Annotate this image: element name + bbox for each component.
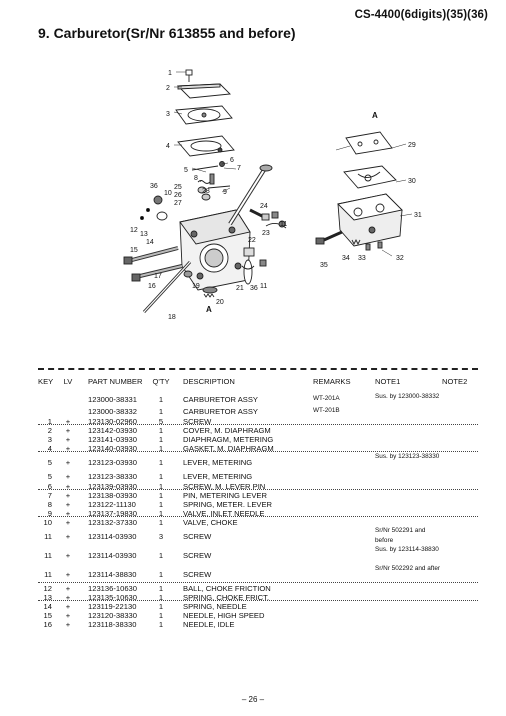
row-part-number: 123139-03930: [88, 481, 137, 491]
row-key: 9: [47, 508, 52, 518]
row-remarks: WT-201B: [313, 407, 340, 414]
row-quantity: 1: [158, 490, 164, 500]
row-level: +: [65, 610, 71, 620]
table-row: [38, 392, 478, 406]
col-note1-header: NOTE1: [375, 377, 401, 386]
row-note1: Sr/Nr 502291 and before: [375, 527, 426, 544]
row-quantity: 1: [158, 619, 164, 629]
row-key: 11: [44, 569, 52, 579]
row-description: VALVE, CHOKE: [183, 517, 238, 527]
row-quantity: 1: [158, 499, 164, 509]
row-key: 5: [47, 472, 52, 481]
row-quantity: 1: [158, 407, 164, 416]
callout-4: 4: [166, 143, 170, 150]
callout-21: 21: [236, 285, 244, 292]
page-number: – 26 –: [241, 695, 265, 704]
table-row: [38, 471, 478, 481]
callout-11b: 11: [280, 221, 288, 228]
callout-29: 29: [408, 142, 416, 149]
row-level: +: [65, 550, 71, 560]
callout-5: 5: [184, 167, 188, 174]
row-note1: Sr/Nr 502292 and after: [375, 565, 441, 572]
row-description: VALVE, INLET NEEDLE: [183, 508, 265, 518]
table-row: [38, 583, 478, 592]
row-part-number: 123122-11130: [88, 499, 136, 509]
row-description: GASKET, M. DIAPHRAGM: [183, 443, 274, 453]
row-remarks: WT-201A: [313, 395, 340, 402]
row-key: 3: [47, 434, 52, 444]
row-key: 4: [47, 443, 52, 453]
row-description: CARBURETOR ASSY: [183, 407, 258, 416]
row-quantity: 3: [158, 531, 164, 541]
col-description-header: DESCRIPTION: [183, 377, 235, 386]
row-part-number: 123000-38331: [88, 395, 137, 404]
row-key: 8: [47, 499, 52, 509]
model-code: CS-4400(6digits)(35)(36): [354, 9, 488, 21]
table-body: [38, 392, 478, 628]
row-level: +: [65, 416, 71, 426]
table-row: [38, 592, 478, 601]
row-key: 2: [47, 425, 52, 435]
row-note1: Sus. by 123114-38830: [375, 546, 439, 553]
row-level: +: [65, 457, 71, 467]
table-row: [38, 406, 478, 416]
row-part-number: 123140-03930: [88, 443, 137, 453]
diaphragm-cover-part-2: [178, 84, 230, 98]
callout-34: 34: [342, 255, 350, 262]
callout-27: 27: [174, 200, 182, 207]
row-quantity: 1: [158, 508, 164, 518]
table-row: [38, 481, 478, 490]
callout-14: 14: [146, 239, 154, 246]
carburetor-exploded-diagram: [110, 62, 440, 324]
row-description: DIAPHRAGM, METERING: [183, 434, 274, 444]
row-quantity: 1: [158, 472, 164, 481]
row-part-number: 123119-22130: [88, 601, 137, 611]
callout-7: 7: [237, 165, 241, 172]
gasket-part-29: [346, 132, 392, 154]
callout-a-left: A: [206, 305, 212, 314]
filter-part-19: [184, 271, 192, 277]
row-level: +: [65, 517, 71, 527]
row-key: 13: [43, 592, 52, 602]
row-quantity: 1: [158, 481, 164, 491]
table-row: [38, 490, 478, 499]
row-description: PIN, METERING LEVER: [183, 490, 267, 500]
row-description: SCREW: [183, 416, 212, 426]
row-level: +: [65, 434, 71, 444]
needle-part-35: [316, 232, 342, 244]
callout-15: 15: [130, 247, 138, 254]
table-row: [38, 610, 478, 619]
row-part-number: 123135-10630: [88, 592, 137, 602]
row-quantity: 1: [158, 583, 164, 593]
callout-25: 25: [174, 184, 182, 191]
table-header-row: [38, 374, 478, 392]
row-key: 6: [47, 481, 52, 491]
col-qty-header: Q'TY: [152, 377, 170, 386]
row-description: COVER, M. DIAPHRAGM: [183, 425, 271, 435]
callout-30: 30: [408, 178, 416, 185]
row-key: 11: [44, 550, 52, 560]
callout-3: 3: [166, 111, 170, 118]
col-lv-header: LV: [63, 377, 73, 386]
row-key: 15: [43, 610, 52, 620]
callout-8: 8: [194, 175, 198, 182]
callout-18: 18: [168, 314, 176, 321]
table-row: [38, 517, 478, 526]
row-quantity: 1: [158, 550, 164, 560]
section-title: 9. Carburetor(Sr/Nr 613855 and before): [38, 25, 296, 41]
callout-a-right: A: [372, 111, 378, 120]
table-row: [38, 545, 478, 564]
row-description: CARBURETOR ASSY: [183, 395, 258, 404]
row-level: +: [65, 592, 71, 602]
row-key: 11: [44, 531, 52, 541]
row-quantity: 1: [158, 592, 164, 602]
row-key: 16: [43, 619, 52, 629]
row-note1: Sus. by 123000-38332: [375, 393, 440, 400]
table-row: [38, 564, 478, 583]
row-description: SPRING, NEEDLE: [183, 601, 247, 611]
row-level: +: [65, 481, 71, 491]
row-part-number: 123120-38330: [88, 610, 137, 620]
row-part-number: 123114-03930: [88, 531, 137, 541]
table-row: [38, 434, 478, 443]
table-row: [38, 499, 478, 508]
row-part-number: 123142-03930: [88, 425, 137, 435]
row-part-number: 123141-03930: [88, 434, 137, 444]
callout-35: 35: [320, 262, 328, 269]
callout-36b: 36: [250, 285, 258, 292]
row-key: 5: [47, 457, 52, 467]
table-row: [38, 619, 478, 628]
row-level: +: [65, 443, 71, 453]
row-part-number: 123000-38332: [88, 407, 137, 416]
row-quantity: 1: [158, 569, 164, 579]
callout-11a: 11: [260, 283, 268, 290]
row-level: +: [65, 425, 71, 435]
callout-17: 17: [154, 273, 162, 280]
choke-valve-part-10: [141, 196, 168, 220]
row-key: 10: [43, 517, 52, 527]
table-row: [38, 452, 478, 471]
row-note1: Sus. by 123123-38330: [375, 453, 440, 460]
row-part-number: 123137-19830: [88, 508, 137, 518]
row-quantity: 1: [158, 443, 164, 453]
col-note2-header: NOTE2: [442, 377, 468, 386]
row-level: +: [65, 583, 71, 593]
row-part-number: 123114-38830: [88, 569, 137, 579]
table-row: [38, 425, 478, 434]
row-level: +: [65, 531, 71, 541]
callout-13: 13: [140, 231, 148, 238]
row-part-number: 123130-02960: [88, 416, 137, 426]
row-description: SCREW: [183, 531, 212, 541]
row-quantity: 1: [158, 517, 164, 527]
col-key-header: KEY: [38, 377, 54, 386]
row-part-number: 123118-38330: [88, 619, 137, 629]
row-level: +: [65, 508, 71, 518]
row-part-number: 123136-10630: [88, 583, 137, 593]
row-level: +: [65, 601, 71, 611]
row-description: LEVER, METERING: [183, 472, 253, 481]
callout-16: 16: [148, 283, 156, 290]
callout-26: 26: [174, 192, 182, 199]
pump-body-part-31: [338, 194, 402, 246]
callout-28: 28: [202, 188, 210, 195]
row-quantity: 1: [158, 610, 164, 620]
row-description: SCREW: [183, 569, 212, 579]
row-description: BALL, CHOKE FRICTION: [183, 583, 271, 593]
callout-24: 24: [260, 203, 268, 210]
table-top-rule: [38, 368, 478, 370]
callout-31: 31: [414, 212, 422, 219]
callout-20: 20: [216, 299, 224, 306]
callout-2: 2: [166, 85, 170, 92]
row-part-number: 123138-03930: [88, 490, 137, 500]
table-row: [38, 601, 478, 610]
gasket-part-4: [178, 136, 234, 156]
callout-9: 9: [223, 189, 227, 196]
row-part-number: 123132-37330: [88, 517, 137, 527]
screw-part-24: [250, 210, 269, 220]
row-quantity: 1: [158, 434, 164, 444]
row-key: 12: [43, 583, 52, 593]
row-description: NEEDLE, HIGH SPEED: [183, 610, 265, 620]
row-level: +: [65, 490, 71, 500]
row-quantity: 1: [158, 457, 164, 467]
gasket-part-20: [203, 287, 217, 297]
row-part-number: 123123-38330: [88, 472, 137, 481]
callout-12: 12: [130, 227, 138, 234]
callout-1: 1: [168, 70, 172, 77]
row-quantity: 1: [158, 601, 164, 611]
row-key: 7: [47, 490, 52, 500]
row-level: +: [65, 619, 71, 629]
table-row: [38, 416, 478, 425]
row-description: SCREW: [183, 550, 212, 560]
row-key: 14: [43, 601, 52, 611]
row-description: SPRING, CHOKE FRICT.: [183, 592, 270, 602]
row-part-number: 123114-03930: [88, 550, 137, 560]
callout-33: 33: [358, 255, 366, 262]
row-quantity: 5: [158, 416, 164, 426]
screw-part-1: [186, 70, 192, 82]
callout-6: 6: [230, 157, 234, 164]
callout-32: 32: [396, 255, 404, 262]
parts-table: [38, 374, 478, 628]
callout-19: 19: [192, 283, 200, 290]
carburetor-body: [180, 210, 254, 290]
col-part-number-header: PART NUMBER: [88, 377, 143, 386]
row-part-number: 123123-03930: [88, 457, 137, 467]
table-row: [38, 508, 478, 517]
row-quantity: 1: [158, 395, 164, 404]
row-description: NEEDLE, IDLE: [183, 619, 235, 629]
diaphragm-part-30: [344, 166, 396, 188]
row-description: LEVER, METERING: [183, 457, 253, 467]
col-remarks-header: REMARKS: [313, 377, 351, 386]
row-key: 1: [47, 416, 52, 426]
row-level: +: [65, 499, 71, 509]
table-row: [38, 526, 478, 545]
row-level: +: [65, 569, 71, 579]
row-level: +: [65, 472, 71, 481]
row-quantity: 1: [158, 425, 164, 435]
row-description: SPRING, METER. LEVER: [183, 499, 273, 509]
row-description: SCREW, M. LEVER PIN: [183, 481, 266, 491]
callout-23: 23: [262, 230, 270, 237]
diaphragm-part-3: [176, 106, 232, 124]
callout-36a: 36: [150, 183, 158, 190]
callout-10: 10: [164, 190, 172, 197]
callout-22: 22: [248, 237, 256, 244]
table-row: [38, 443, 478, 452]
